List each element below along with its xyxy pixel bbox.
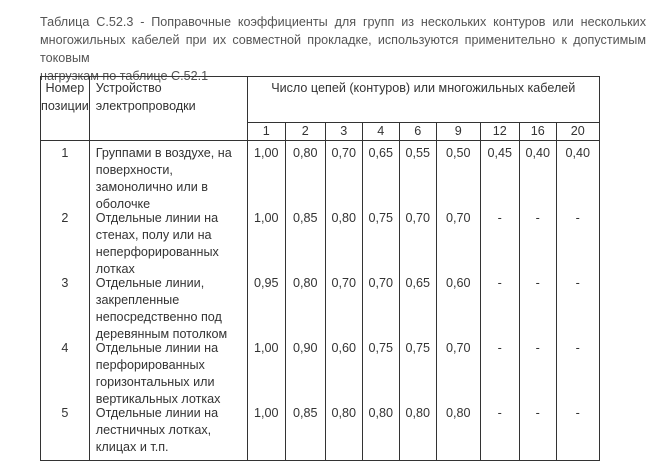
value-cell: 1,00	[254, 341, 279, 355]
value-cell: 0,85	[293, 211, 318, 225]
count-col-9: 9	[436, 122, 480, 140]
count-col-6: 6	[399, 122, 436, 140]
values-column-16	[519, 141, 556, 461]
value-cell: 0,75	[368, 341, 394, 355]
position-3: 3	[61, 276, 69, 290]
value-cell: -	[535, 341, 540, 355]
count-col-1: 1	[247, 122, 285, 140]
position-5: 5	[61, 406, 69, 420]
values-column-12	[480, 141, 519, 461]
values-column-9	[436, 141, 480, 461]
values-column-20	[556, 141, 599, 461]
caption-line-3: нагрузкам по таблице С.52.1	[40, 69, 209, 83]
value-cell: 0,55	[405, 146, 431, 160]
value-cell: 0,60	[331, 341, 357, 355]
value-cell: -	[575, 406, 580, 420]
value-cell: 0,80	[368, 406, 394, 420]
values-column-4	[362, 141, 399, 461]
values-column-6	[399, 141, 436, 461]
value-cell: -	[535, 276, 540, 290]
value-cell: 0,45	[487, 146, 513, 160]
value-cell: 0,65	[368, 146, 394, 160]
device-3: Отдельные линии, закрепленные непосредственно под деревянным потолком	[95, 276, 228, 341]
value-cell: -	[535, 211, 540, 225]
value-cell: -	[497, 276, 502, 290]
device-2: Отдельные линии на стенах, полу или на неперфорированных лотках	[95, 211, 219, 276]
caption-line-2: многожильных кабелей при их совместной прокладке, используются применительно к допустимым токовым	[40, 33, 646, 65]
value-cell: 0,60	[446, 276, 471, 290]
count-col-4: 4	[362, 122, 399, 140]
table-caption	[40, 13, 646, 85]
device-column	[89, 141, 247, 461]
count-col-3: 3	[325, 122, 362, 140]
value-cell: 0,80	[331, 406, 357, 420]
value-cell: 0,85	[293, 406, 318, 420]
value-cell: 0,75	[368, 211, 394, 225]
value-cell: 0,80	[405, 406, 431, 420]
position-header: Номер позиции	[41, 77, 90, 141]
header-row	[41, 77, 600, 123]
value-cell: 1,00	[254, 146, 279, 160]
device-header: Устройство электропроводки	[89, 77, 247, 141]
value-cell: 0,90	[293, 341, 318, 355]
count-col-12: 12	[480, 122, 519, 140]
value-cell: 0,80	[446, 406, 471, 420]
correction-factors-table	[40, 76, 600, 461]
values-column-1	[247, 141, 285, 461]
count-header: Число цепей (контуров) или многожильных кабелей	[247, 77, 599, 123]
value-cell: 1,00	[254, 211, 279, 225]
value-cell: -	[497, 406, 502, 420]
value-cell: 0,70	[368, 276, 394, 290]
value-cell: 0,95	[254, 276, 279, 290]
value-cell: 0,70	[405, 211, 431, 225]
value-cell: 0,70	[331, 146, 357, 160]
body-row	[41, 141, 600, 461]
value-cell: 0,65	[405, 276, 431, 290]
value-cell: 0,70	[331, 276, 357, 290]
values-column-3	[325, 141, 362, 461]
position-column	[41, 141, 90, 461]
count-col-16: 16	[519, 122, 556, 140]
count-col-2: 2	[285, 122, 325, 140]
value-cell: 0,70	[446, 211, 471, 225]
values-column-2	[285, 141, 325, 461]
value-cell: -	[575, 211, 580, 225]
value-cell: 0,50	[446, 146, 471, 160]
value-cell: 0,70	[446, 341, 471, 355]
value-cell: 0,75	[405, 341, 431, 355]
value-cell: -	[575, 341, 580, 355]
device-4: Отдельные линии на перфорированных горизонтальных или вертикальных лотках	[95, 341, 221, 406]
value-cell: 0,40	[565, 146, 591, 160]
position-2: 2	[61, 211, 69, 225]
value-cell: -	[497, 211, 502, 225]
count-col-20: 20	[556, 122, 599, 140]
value-cell: 0,80	[293, 146, 318, 160]
value-cell: -	[535, 406, 540, 420]
value-cell: 0,80	[331, 211, 357, 225]
position-4: 4	[61, 341, 69, 355]
device-1: Группами в воздухе, на поверхности, замонолично или в оболочке	[95, 146, 232, 211]
value-cell: 0,80	[293, 276, 318, 290]
value-cell: 1,00	[254, 406, 279, 420]
caption-line-1: Таблица С.52.3 - Поправочные коэффициенты для групп из нескольких контуров или нескольких	[40, 15, 646, 29]
position-1: 1	[61, 146, 69, 160]
value-cell: 0,40	[525, 146, 551, 160]
value-cell: -	[575, 276, 580, 290]
value-cell: -	[497, 341, 502, 355]
device-5: Отдельные линии на лестничных лотках, клицах и т.п.	[95, 406, 219, 454]
